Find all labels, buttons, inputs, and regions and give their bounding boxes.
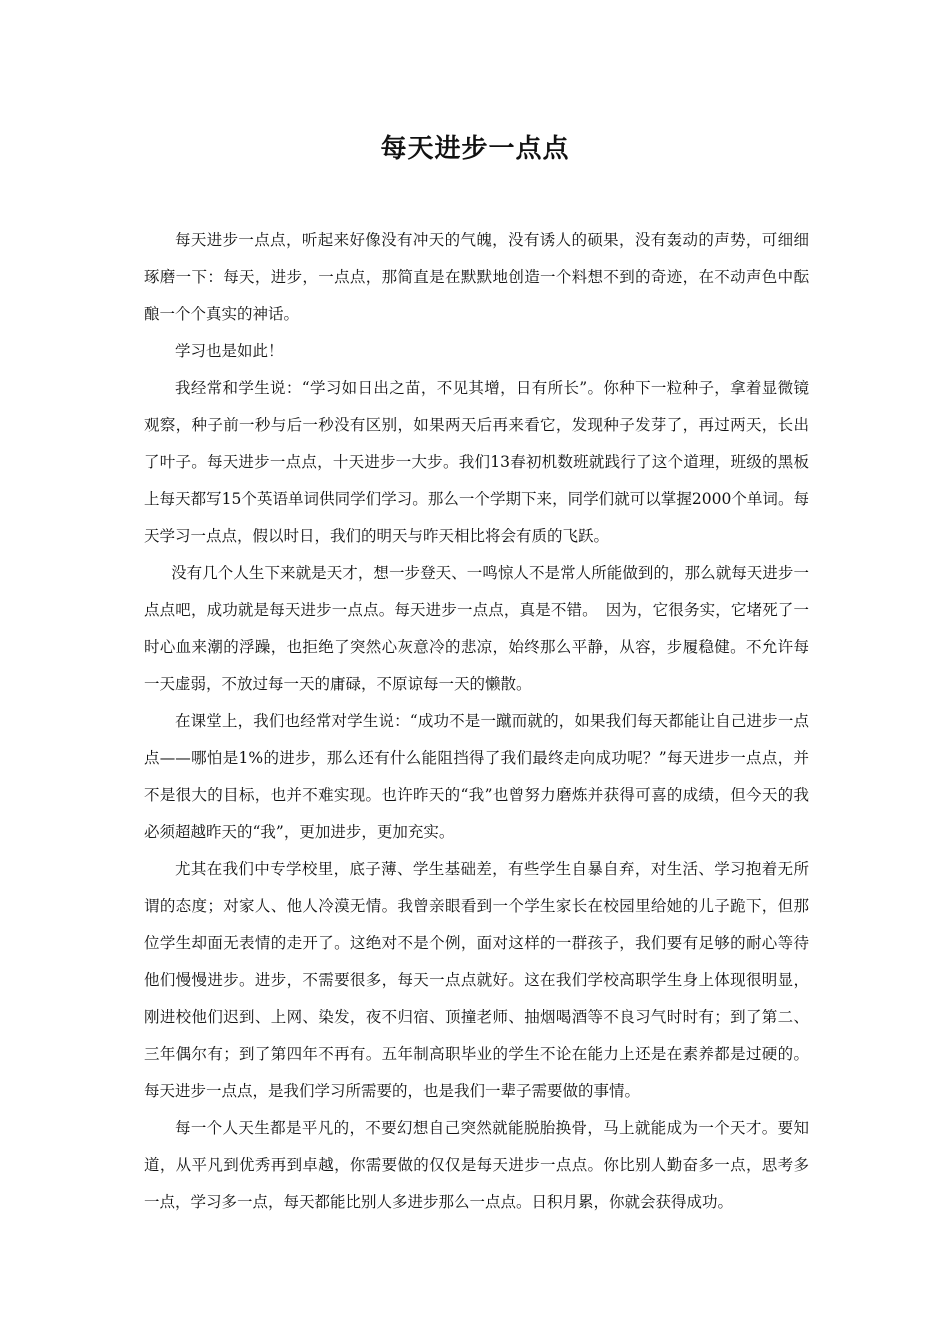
paragraph-not-genius: 没有几个人生下来就是天才，想一步登天、一鸣惊人不是常人所能做到的，那么就每天进步一点点吧，成功就是每天进步一点点。每天进步一点点，真是不错。 因为，它很务实，它堵死了一时心血来潮的浮躁，也拒绝了突然心灰意冷的悲凉，始终那么平静，从容，步履稳健。不允许每一天虚弱，不放过每一天的庸碌，不原谅每一天的懒散。	[144, 564, 809, 693]
paragraph-seed-analogy: 我经常和学生说：“学习如日出之苗，不见其增，日有所长”。你种下一粒种子，拿着显微镜观察，种子前一秒与后一秒没有区别，如果两天后再来看它，发现种子发芽了，再过两天，长出了叶子。每天进步一点点，十天进步一大步。我们13春初机数班就践行了这个道理，班级的黑板上每天都写15个英语单词供同学们学习。那么一个学期下来，同学们就可以掌握2000个单词。每天学习一点点，假以时日，我们的明天与昨天相比将会有质的飞跃。	[144, 379, 809, 545]
document-title: 每天进步一点点	[380, 134, 570, 164]
paragraph-classroom: 在课堂上，我们也经常对学生说：“成功不是一蹴而就的，如果我们每天都能让自己进步一点点——哪怕是1%的进步，那么还有什么能阻挡得了我们最终走向成功呢？”每天进步一点点，并不是很大的目标，也并不难实现。也许昨天的“我”也曾努力磨炼并获得可喜的成绩，但今天的我必须超越昨天的“我”，更加进步，更加充实。	[144, 712, 809, 841]
paragraph-conclusion: 每一个人天生都是平凡的，不要幻想自己突然就能脱胎换骨，马上就能成为一个天才。要知道，从平凡到优秀再到卓越，你需要做的仅仅是每天进步一点点。你比别人勤奋多一点，思考多一点，学习多一点，每天都能比别人多进步那么一点点。日积月累，你就会获得成功。	[144, 1119, 809, 1211]
document-body	[144, 222, 809, 1221]
paragraph-vocational-school: 尤其在我们中专学校里，底子薄、学生基础差，有些学生自暴自弃，对生活、学习抱着无所谓的态度；对家人、他人冷漠无情。我曾亲眼看到一个学生家长在校园里给她的儿子跪下，但那位学生却面无表情的走开了。这绝对不是个例，面对这样的一群孩子，我们要有足够的耐心等待他们慢慢进步。进步，不需要很多，每天一点点就好。这在我们学校高职学生身上体现很明显，刚进校他们迟到、上网、染发，夜不归宿、顶撞老师、抽烟喝酒等不良习气时时有；到了第二、三年偶尔有；到了第四年不再有。五年制高职毕业的学生不论在能力上还是在素养都是过硬的。每天进步一点点，是我们学习所需要的，也是我们一辈子需要做的事情。	[144, 860, 809, 1100]
paragraph-learning: 学习也是如此！	[175, 342, 284, 360]
paragraph-intro: 每天进步一点点，听起来好像没有冲天的气魄，没有诱人的硕果，没有轰动的声势，可细细琢磨一下：每天，进步，一点点，那简直是在默默地创造一个料想不到的奇迹，在不动声色中酝酿一个个真实的神话。	[144, 231, 809, 323]
